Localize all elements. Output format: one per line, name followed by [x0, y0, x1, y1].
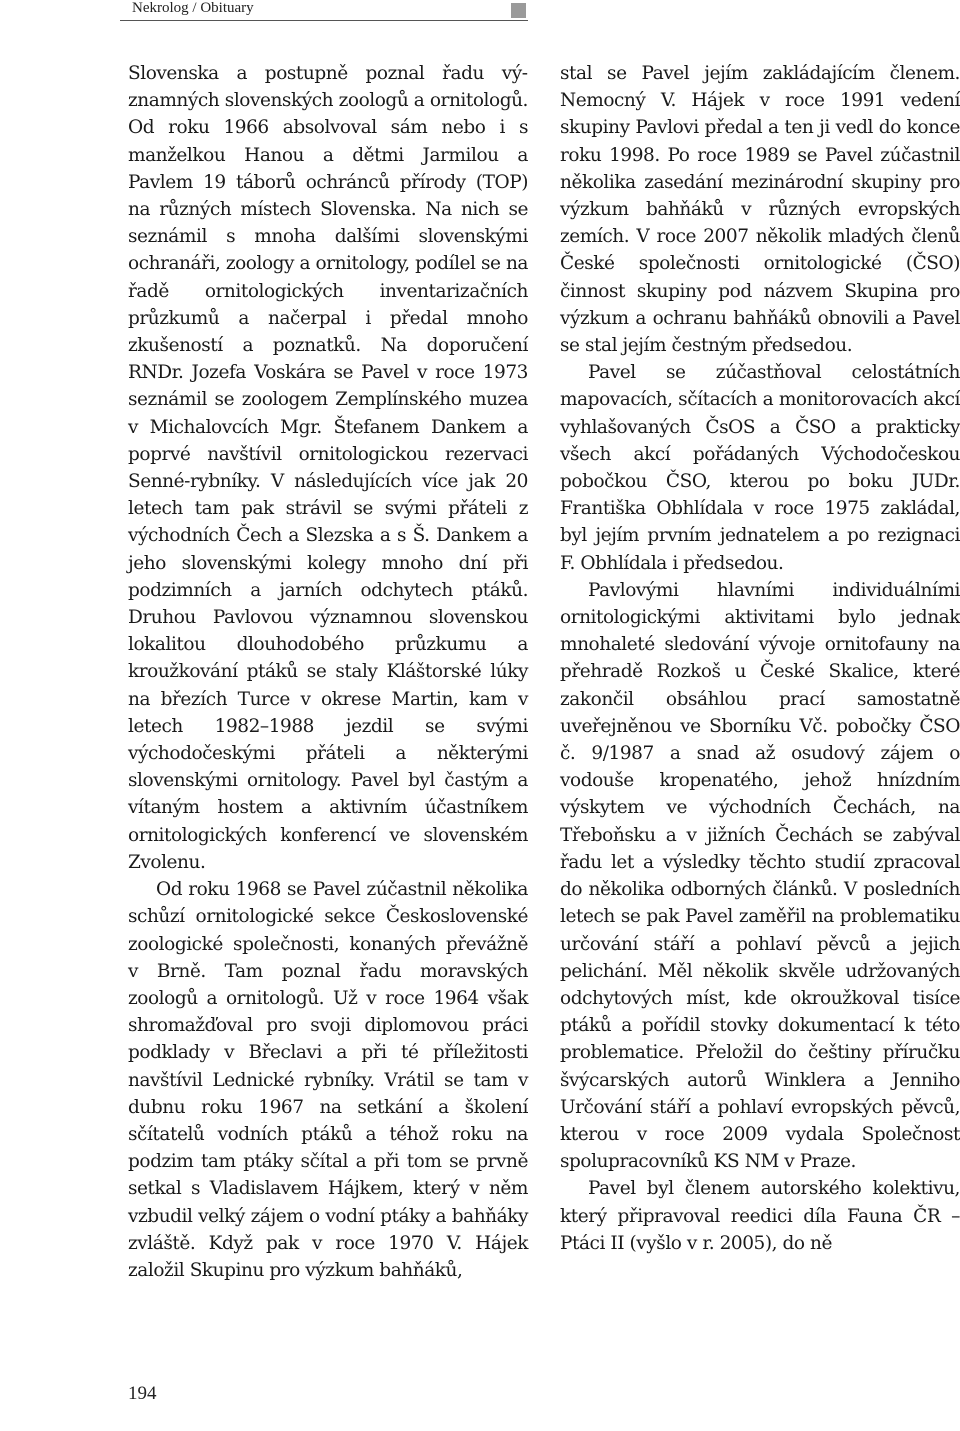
- header-rule: [120, 20, 528, 21]
- section-label: Nekrolog / Obituary: [132, 0, 254, 16]
- right-paragraph-3: Pavlovými hlavními individuálními ornitologickými aktivitami bylo jednak mnohaleté sledování vývoje ornitofauny na přehradě Rozkoš u České Skalice, které zakončil obsáhlou prací samostatně uveřejněnou ve Sborníku Vč. pobočky ČSO č. 9/1987 a snad až osudový zájem o vodouše kropenatého, jehož hnízdním výskytem ve východních Čechách, na Třeboňsku a v jižních Čechách se zabýval řadu let a výsledky těchto studií zpracoval do několika odborných článků. V posledních letech se pak Pavel zaměřil na problematiku určování stáří a pohlaví pěvců a jejich pelichání. Měl několik skvěle udržovaných odchytových míst, kde okroužkoval tisíce ptáků a pořídil stovky dokumentací k této problematice. Přeložil do češtiny příručku švýcarských autorů Winklera a Jenniho Určování stáří a pohlaví evropských pěvců, kterou v roce 2009 vydala Společnost spolupracovníků KS NM v Praze.: [560, 579, 960, 1173]
- left-paragraph-2: Od roku 1968 se Pavel zúčastnil několika schůzí ornitologické sekce Československé zoologické společnosti, konaných převážně v Brně. Tam poznal řadu moravských zoologů a ornitologů. Už v roce 1964 však shromažďoval pro svoji diplomovou práci podklady v Břeclavi a při té příležitosti navštívil Lednické rybníky. Vrátil se tam v dubnu roku 1967 na setkání a školení sčítatelů vodních ptáků a téhož roku na podzim tam ptáky sčítal a při tom se prvně setkal s Vladislavem Hájkem, který v něm vzbudil velký zájem o vodní ptáky a bahňáky zvláště. Když pak v roce 1970 V. Hájek založil Skupinu pro výzkum bahňáků,: [128, 879, 528, 1281]
- right-paragraph-2: Pavel se zúčastňoval celostátních mapovacích, sčítacích a monitorovacích akcí vyhlašovaných ČsOS a ČSO a prakticky všech akcí pořádaných Východočeskou pobočkou ČSO, kterou po boku JUDr. Františka Obhlídala v roce 1975 zakládal, byl jejím prvním jednatelem a po rezignaci F. Obhlídala i předsedou.: [560, 362, 960, 574]
- right-paragraph-4: Pavel byl členem autorského kolektivu, který připravoval reedici díla Fauna ČR – Ptáci II (vyšlo v r. 2005), do ně: [560, 1178, 960, 1254]
- right-column: [560, 60, 960, 1257]
- right-paragraph-1: stal se Pavel jejím zakládajícím členem. Nemocný V. Hájek v roce 1991 vedení skupiny Pavlovi předal a ten ji vedl do konce roku 1998. Po roce 1989 se Pavel zúčastnil několika zasedání mezinárodní skupiny pro výzkum bahňáků v různých evropských zemích. V roce 2007 několik mladých členů České společnosti ornitologické (ČSO) činnost skupiny pod názvem Skupina pro výzkum a ochranu bahňáků obnovili a Pavel se stal jejím čestným předsedou.: [560, 63, 960, 357]
- header-square-marker: [511, 3, 526, 18]
- left-column: [128, 60, 528, 1284]
- page-number: 194: [128, 1383, 157, 1404]
- left-paragraph-1: Slovenska a postupně poznal řadu významných slovenských zoologů a ornitologů. Od roku 1966 absolvoval sám nebo i s manželkou Hanou a dětmi Jarmilou a Pavlem 19 táborů ochránců přírody (TOP) na různých místech Slovenska. Na nich se seznámil s mnoha dalšími slovenskými ochranáři, zoology a ornitology, podílel se na řadě ornitologických inventarizačních průzkumů a načerpal i předal mnoho zkušeností a poznatků. Na doporučení RNDr. Jozefa Voskára se Pavel v roce 1973 seznámil se zoologem Zemplínského muzea v Michalovcích Mgr. Štefanem Dankem a poprvé navštívil ornitologickou rezervaci Senné-rybníky. V následujících více jak 20 letech tam pak strávil se svými přáteli z východních Čech a Slezska a s Š. Dankem a jeho slovenskými kolegy mnoho dní při podzimních a jarních odchytech ptáků. Druhou Pavlovou významnou slovenskou lokalitou dlouhodobého průzkumu a kroužkování ptáků se staly Kláštorské lúky na březích Turce v okrese Martin, kam v letech 1982–1988 jezdil se svými východočeskými přáteli a některými slovenskými ornitology. Pavel byl častým a vítaným hostem a aktivním účastníkem ornitologických konferencí ve slovenském Zvolenu.: [128, 63, 528, 873]
